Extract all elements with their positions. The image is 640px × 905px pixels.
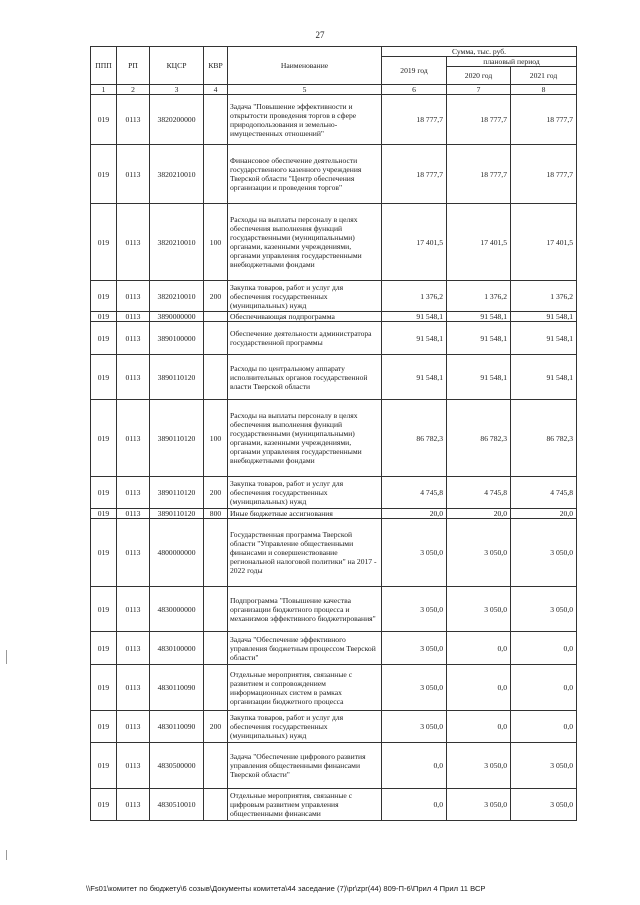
cell-2021: 1 376,2	[511, 281, 577, 312]
cell-2021: 91 548,1	[511, 355, 577, 400]
cell-2020: 17 401,5	[447, 204, 511, 281]
header-2020: 2020 год	[447, 67, 511, 85]
table-row	[91, 711, 577, 743]
table-row	[91, 743, 577, 789]
cell-kvr	[204, 665, 228, 711]
cell-rp: 0113	[117, 477, 150, 509]
column-index-row	[91, 85, 577, 95]
cell-2020: 91 548,1	[447, 322, 511, 355]
cell-kvr	[204, 519, 228, 587]
cell-2019: 20,0	[382, 509, 447, 519]
cell-ppp: 019	[91, 400, 117, 477]
cell-kcsr: 3890100000	[150, 322, 204, 355]
cell-name: Расходы по центральному аппарату исполнительных органов государственной власти Тверской области	[228, 355, 382, 400]
cell-kcsr: 3890110120	[150, 400, 204, 477]
cell-2021: 3 050,0	[511, 587, 577, 632]
cell-rp: 0113	[117, 95, 150, 145]
cell-ppp: 019	[91, 632, 117, 665]
cell-ppp: 019	[91, 204, 117, 281]
cell-rp: 0113	[117, 519, 150, 587]
margin-mark	[6, 650, 7, 664]
cell-2021: 86 782,3	[511, 400, 577, 477]
cell-2021: 4 745,8	[511, 477, 577, 509]
cell-kvr	[204, 312, 228, 322]
cell-ppp: 019	[91, 95, 117, 145]
cell-kcsr: 3890110120	[150, 477, 204, 509]
header-row	[91, 47, 577, 57]
cell-2021: 0,0	[511, 632, 577, 665]
cell-2021: 0,0	[511, 665, 577, 711]
cell-2019: 91 548,1	[382, 355, 447, 400]
table-row	[91, 632, 577, 665]
cell-2019: 3 050,0	[382, 587, 447, 632]
header-kcsr: КЦСР	[150, 47, 204, 85]
cell-2019: 3 050,0	[382, 711, 447, 743]
cell-ppp: 019	[91, 145, 117, 204]
header-kvr: КВР	[204, 47, 228, 85]
cell-kvr	[204, 145, 228, 204]
cell-ppp: 019	[91, 789, 117, 821]
cell-kvr: 100	[204, 204, 228, 281]
column-index-cell: 2	[117, 85, 150, 95]
cell-2019: 3 050,0	[382, 632, 447, 665]
cell-name: Расходы на выплаты персоналу в целях обеспечения выполнения функций государственными (муниципальными) органами, казенными учреждениями, органами управления государственными внебюджетными фондами	[228, 400, 382, 477]
cell-2019: 0,0	[382, 789, 447, 821]
cell-ppp: 019	[91, 322, 117, 355]
cell-kvr	[204, 743, 228, 789]
cell-2019: 18 777,7	[382, 95, 447, 145]
cell-rp: 0113	[117, 509, 150, 519]
cell-kcsr: 3890110120	[150, 355, 204, 400]
cell-name: Обеспечение деятельности администратора государственной программы	[228, 322, 382, 355]
table-row	[91, 322, 577, 355]
cell-2020: 0,0	[447, 632, 511, 665]
cell-2019: 17 401,5	[382, 204, 447, 281]
table-row	[91, 145, 577, 204]
cell-name: Закупка товаров, работ и услуг для обеспечения государственных (муниципальных) нужд	[228, 477, 382, 509]
header-sum-title: Сумма, тыс. руб.	[382, 47, 577, 57]
cell-2020: 0,0	[447, 711, 511, 743]
page-number: 27	[315, 30, 325, 40]
cell-rp: 0113	[117, 312, 150, 322]
cell-name: Закупка товаров, работ и услуг для обеспечения государственных (муниципальных) нужд	[228, 281, 382, 312]
cell-2020: 4 745,8	[447, 477, 511, 509]
table-body	[91, 47, 577, 821]
cell-rp: 0113	[117, 204, 150, 281]
cell-2019: 86 782,3	[382, 400, 447, 477]
cell-kcsr: 3890110120	[150, 509, 204, 519]
table-row	[91, 477, 577, 509]
cell-kcsr: 4830110090	[150, 665, 204, 711]
header-rp: РП	[117, 47, 150, 85]
header-plan-period: плановый период	[447, 57, 577, 67]
header-2021: 2021 год	[511, 67, 577, 85]
cell-2020: 3 050,0	[447, 789, 511, 821]
cell-name: Иные бюджетные ассигнования	[228, 509, 382, 519]
cell-kcsr: 4800000000	[150, 519, 204, 587]
cell-name: Закупка товаров, работ и услуг для обеспечения государственных (муниципальных) нужд	[228, 711, 382, 743]
cell-name: Отдельные мероприятия, связанные с развитием и сопровождением информационных систем в рамках организации бюджетного процесса	[228, 665, 382, 711]
cell-name: Задача "Обеспечение цифрового развития управления общественными финансами Тверской области"	[228, 743, 382, 789]
cell-2020: 91 548,1	[447, 312, 511, 322]
cell-2021: 0,0	[511, 711, 577, 743]
cell-ppp: 019	[91, 519, 117, 587]
cell-2021: 17 401,5	[511, 204, 577, 281]
cell-2021: 3 050,0	[511, 743, 577, 789]
cell-2019: 3 050,0	[382, 665, 447, 711]
cell-name: Задача "Повышение эффективности и открытости проведения торгов в сфере природопользования и земельно-имущественных отношений"	[228, 95, 382, 145]
cell-kvr: 200	[204, 477, 228, 509]
cell-rp: 0113	[117, 711, 150, 743]
column-index-cell: 5	[228, 85, 382, 95]
cell-ppp: 019	[91, 587, 117, 632]
cell-2019: 91 548,1	[382, 322, 447, 355]
cell-rp: 0113	[117, 145, 150, 204]
cell-2020: 3 050,0	[447, 587, 511, 632]
table-row	[91, 789, 577, 821]
column-index-cell: 7	[447, 85, 511, 95]
cell-ppp: 019	[91, 509, 117, 519]
column-index-cell: 8	[511, 85, 577, 95]
cell-kvr	[204, 322, 228, 355]
cell-2021: 3 050,0	[511, 789, 577, 821]
cell-name: Отдельные мероприятия, связанные с цифровым развитием управления общественными финансами	[228, 789, 382, 821]
cell-kvr: 800	[204, 509, 228, 519]
cell-2020: 1 376,2	[447, 281, 511, 312]
cell-kvr: 100	[204, 400, 228, 477]
cell-2019: 4 745,8	[382, 477, 447, 509]
cell-rp: 0113	[117, 789, 150, 821]
cell-ppp: 019	[91, 281, 117, 312]
cell-2019: 18 777,7	[382, 145, 447, 204]
margin-mark	[6, 850, 7, 860]
cell-rp: 0113	[117, 665, 150, 711]
cell-kcsr: 4830510010	[150, 789, 204, 821]
table-row	[91, 587, 577, 632]
cell-name: Финансовое обеспечение деятельности государственного казенного учреждения Тверской области "Центр обеспечения организации и проведения торгов"	[228, 145, 382, 204]
cell-kvr: 200	[204, 711, 228, 743]
table-row	[91, 281, 577, 312]
cell-kcsr: 4830110090	[150, 711, 204, 743]
cell-name: Подпрограмма "Повышение качества организации бюджетного процесса и механизмов эффективного бюджетирования"	[228, 587, 382, 632]
cell-kvr: 200	[204, 281, 228, 312]
cell-name: Задача "Обеспечение эффективного управления бюджетным процессом Тверской области"	[228, 632, 382, 665]
table-row	[91, 519, 577, 587]
cell-kcsr: 3890000000	[150, 312, 204, 322]
cell-2019: 3 050,0	[382, 519, 447, 587]
header-ppp: ППП	[91, 47, 117, 85]
cell-kvr	[204, 632, 228, 665]
cell-kcsr: 4830100000	[150, 632, 204, 665]
cell-2021: 18 777,7	[511, 95, 577, 145]
cell-ppp: 019	[91, 665, 117, 711]
cell-2020: 18 777,7	[447, 95, 511, 145]
cell-ppp: 019	[91, 312, 117, 322]
cell-2020: 20,0	[447, 509, 511, 519]
cell-name: Расходы на выплаты персоналу в целях обеспечения выполнения функций государственными (муниципальными) органами, казенными учреждениями, органами управления государственными внебюджетными фондами	[228, 204, 382, 281]
cell-name: Государственная программа Тверской области "Управление общественными финансами и совершенствование региональной налоговой политики" на 2017 - 2022 годы	[228, 519, 382, 587]
cell-kcsr: 4830000000	[150, 587, 204, 632]
cell-rp: 0113	[117, 743, 150, 789]
cell-kcsr: 3820200000	[150, 95, 204, 145]
cell-kcsr: 3820210010	[150, 145, 204, 204]
cell-ppp: 019	[91, 477, 117, 509]
cell-2019: 1 376,2	[382, 281, 447, 312]
cell-rp: 0113	[117, 400, 150, 477]
cell-rp: 0113	[117, 587, 150, 632]
cell-name: Обеспечивающая подпрограмма	[228, 312, 382, 322]
column-index-cell: 6	[382, 85, 447, 95]
column-index-cell: 3	[150, 85, 204, 95]
column-index-cell: 1	[91, 85, 117, 95]
cell-kcsr: 3820210010	[150, 281, 204, 312]
cell-2021: 91 548,1	[511, 312, 577, 322]
cell-kvr	[204, 587, 228, 632]
cell-2021: 18 777,7	[511, 145, 577, 204]
table-row	[91, 400, 577, 477]
cell-2020: 91 548,1	[447, 355, 511, 400]
cell-2020: 18 777,7	[447, 145, 511, 204]
table-row	[91, 509, 577, 519]
cell-rp: 0113	[117, 355, 150, 400]
footer-file-path: \\Fs01\комитет по бюджету\6 созыв\Документы комитета\44 заседание (7)\pr\zpr(44) 809-П-6\Прил 4 Прил 11 ВСР	[86, 884, 486, 893]
table-row	[91, 665, 577, 711]
cell-2020: 3 050,0	[447, 743, 511, 789]
budget-table	[90, 46, 577, 821]
cell-kvr	[204, 355, 228, 400]
cell-rp: 0113	[117, 281, 150, 312]
cell-rp: 0113	[117, 322, 150, 355]
header-2019: 2019 год	[382, 57, 447, 85]
table-row	[91, 95, 577, 145]
cell-kcsr: 3820210010	[150, 204, 204, 281]
cell-2021: 20,0	[511, 509, 577, 519]
cell-ppp: 019	[91, 743, 117, 789]
cell-2019: 91 548,1	[382, 312, 447, 322]
table-row	[91, 312, 577, 322]
header-name: Наименование	[228, 47, 382, 85]
table-row	[91, 355, 577, 400]
cell-kvr	[204, 789, 228, 821]
cell-2020: 3 050,0	[447, 519, 511, 587]
cell-2021: 91 548,1	[511, 322, 577, 355]
cell-2021: 3 050,0	[511, 519, 577, 587]
cell-2020: 0,0	[447, 665, 511, 711]
table-row	[91, 204, 577, 281]
cell-kvr	[204, 95, 228, 145]
cell-2019: 0,0	[382, 743, 447, 789]
cell-rp: 0113	[117, 632, 150, 665]
cell-ppp: 019	[91, 355, 117, 400]
cell-kcsr: 4830500000	[150, 743, 204, 789]
cell-2020: 86 782,3	[447, 400, 511, 477]
column-index-cell: 4	[204, 85, 228, 95]
cell-ppp: 019	[91, 711, 117, 743]
